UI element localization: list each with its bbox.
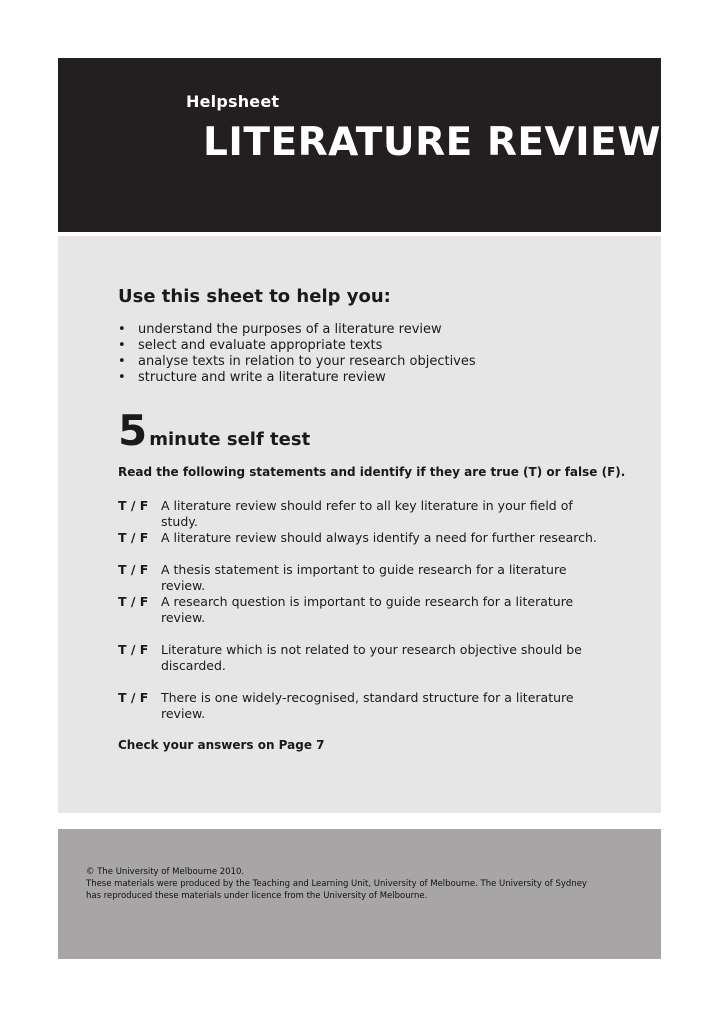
content-panel — [58, 236, 661, 813]
list-item: • understand the purposes of a literature review — [118, 322, 476, 338]
intro-heading: Use this sheet to help you: — [118, 286, 391, 307]
statement-text: A thesis statement is important to guide research for a literature review. — [161, 562, 567, 593]
selftest-instructions: Read the following statements and identify if they are true (T) or false (F). — [118, 465, 626, 479]
selftest-heading-text: minute self test — [149, 429, 311, 450]
statement-text: A literature review should always identify a need for further research. — [161, 530, 597, 545]
true-false-label: T / F — [118, 642, 149, 657]
statement-row — [118, 498, 608, 530]
footer-line: has reproduced these materials under licence from the University of Melbourne. — [86, 891, 428, 901]
list-item: • structure and write a literature review — [118, 370, 476, 386]
helpsheet-label: Helpsheet — [186, 92, 280, 111]
copyright-line: © The University of Melbourne 2010. — [86, 867, 245, 877]
statement-row — [118, 530, 608, 546]
statement-text: There is one widely-recognised, standard structure for a literature review. — [161, 690, 574, 721]
footer-panel — [58, 829, 661, 959]
selftest-heading — [118, 406, 310, 455]
true-false-label: T / F — [118, 562, 149, 577]
statement-row — [118, 690, 608, 722]
page-title: LITERATURE REVIEWS — [203, 120, 690, 165]
statement-row — [118, 562, 608, 594]
header-banner — [58, 58, 690, 232]
true-false-label: T / F — [118, 594, 149, 609]
list-item: • select and evaluate appropriate texts — [118, 338, 476, 354]
footer-text — [86, 866, 646, 902]
true-false-label: T / F — [118, 530, 149, 545]
true-false-label: T / F — [118, 498, 149, 513]
list-item: • analyse texts in relation to your research objectives — [118, 354, 476, 370]
footer-line: These materials were produced by the Teaching and Learning Unit, University of Melbourne. The University of Sydney — [86, 879, 587, 889]
true-false-label: T / F — [118, 690, 149, 705]
statement-text: Literature which is not related to your research objective should be discarded. — [161, 642, 582, 673]
intro-bullet-list — [118, 322, 476, 386]
statement-row — [118, 594, 608, 626]
statement-text: A literature review should refer to all key literature in your field of study. — [161, 498, 573, 529]
selftest-number: 5 — [118, 406, 147, 455]
statement-text: A research question is important to guide research for a literature review. — [161, 594, 574, 625]
check-answers-note: Check your answers on Page 7 — [118, 738, 325, 752]
statement-row — [118, 642, 608, 674]
